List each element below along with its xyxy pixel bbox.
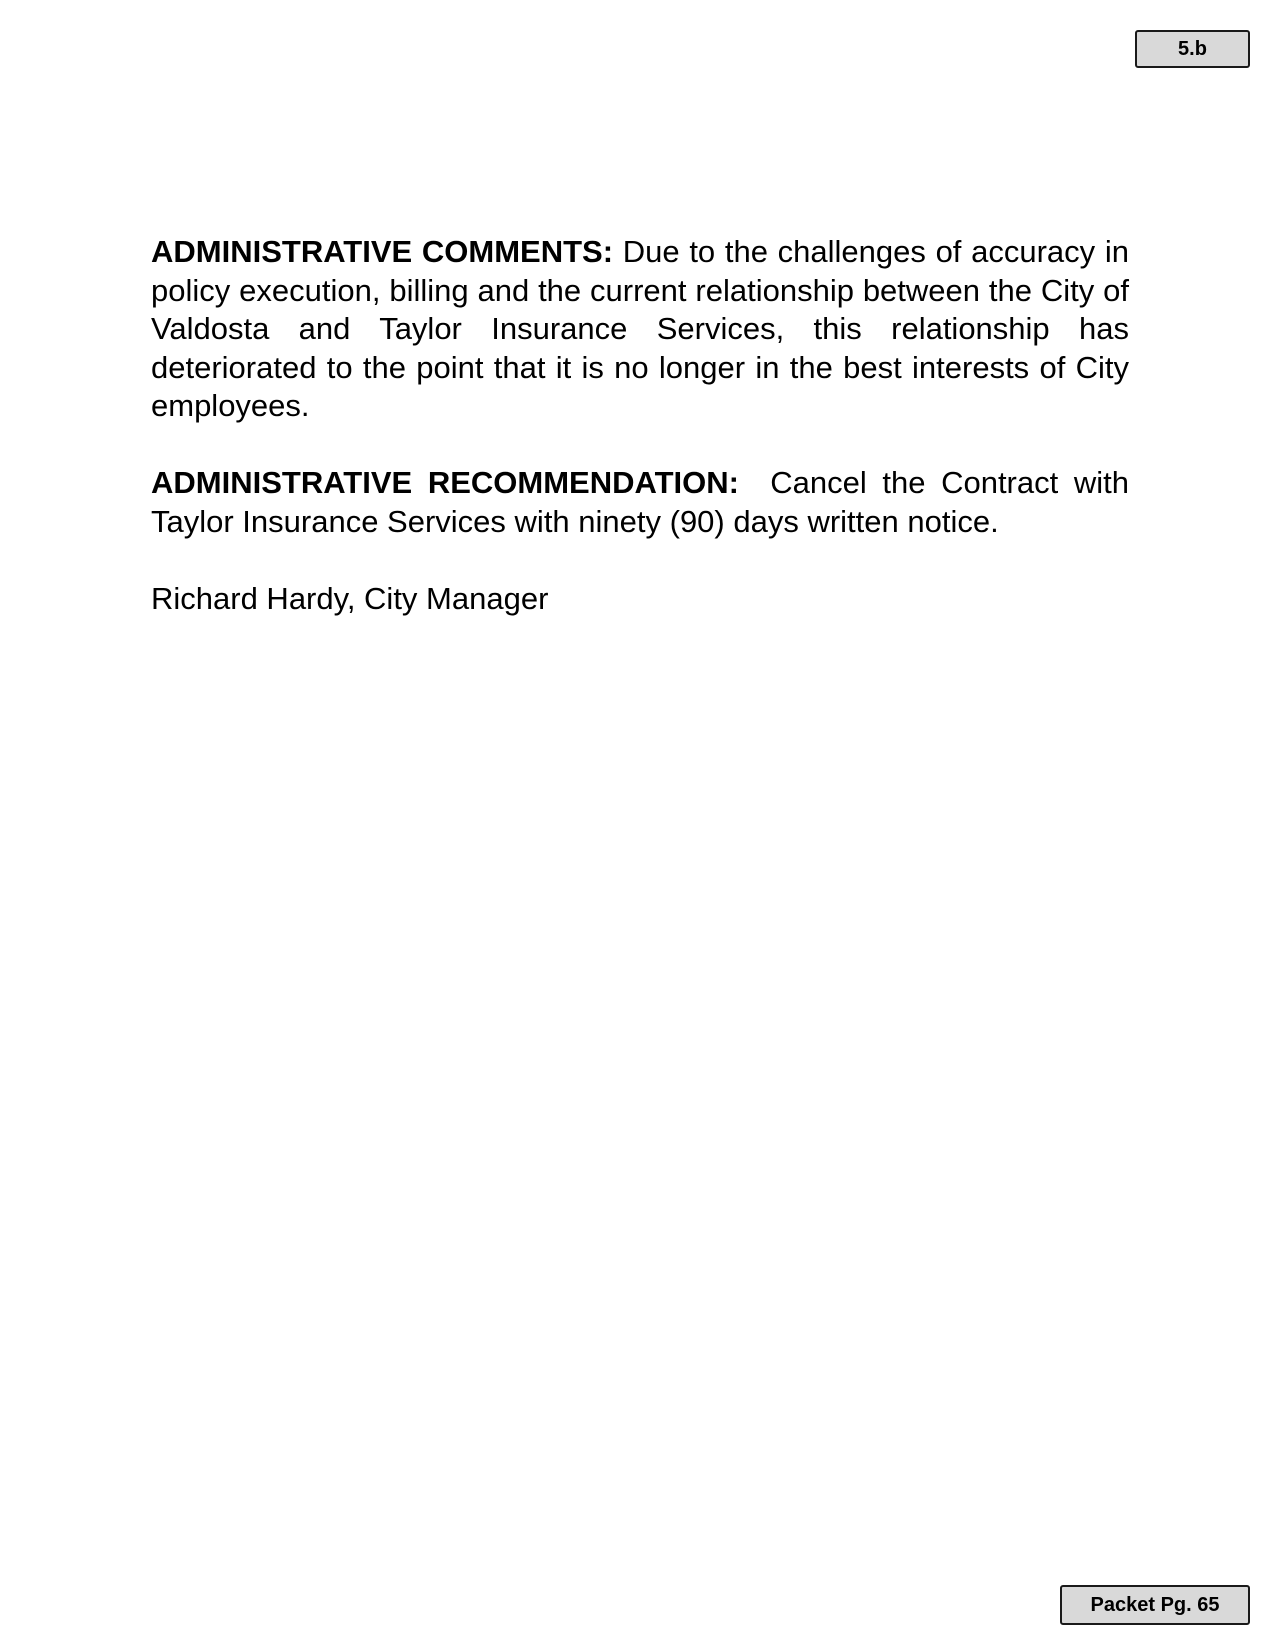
signature: Richard Hardy, City Manager <box>151 580 549 616</box>
comments-text: Due to the challenges of accuracy in policy execution, billing and the current relationship between the City of Valdosta and Taylor Insurance Services, this relationship has deteriorated to the point that it is no longer in the best interests of City employees. <box>151 234 1129 423</box>
packet-page-number: Packet Pg. 65 <box>1060 1585 1250 1625</box>
recommendation-label: ADMINISTRATIVE RECOMMENDATION: <box>151 465 739 500</box>
administrative-recommendation <box>151 464 1129 541</box>
item-tag: 5.b <box>1135 30 1250 68</box>
comments-label: ADMINISTRATIVE COMMENTS: <box>151 234 614 269</box>
administrative-comments <box>151 233 1129 426</box>
document-body <box>151 233 1129 618</box>
recommendation-text: Cancel the Contract with Taylor Insurance Services with ninety (90) days written notice. <box>151 465 1129 539</box>
